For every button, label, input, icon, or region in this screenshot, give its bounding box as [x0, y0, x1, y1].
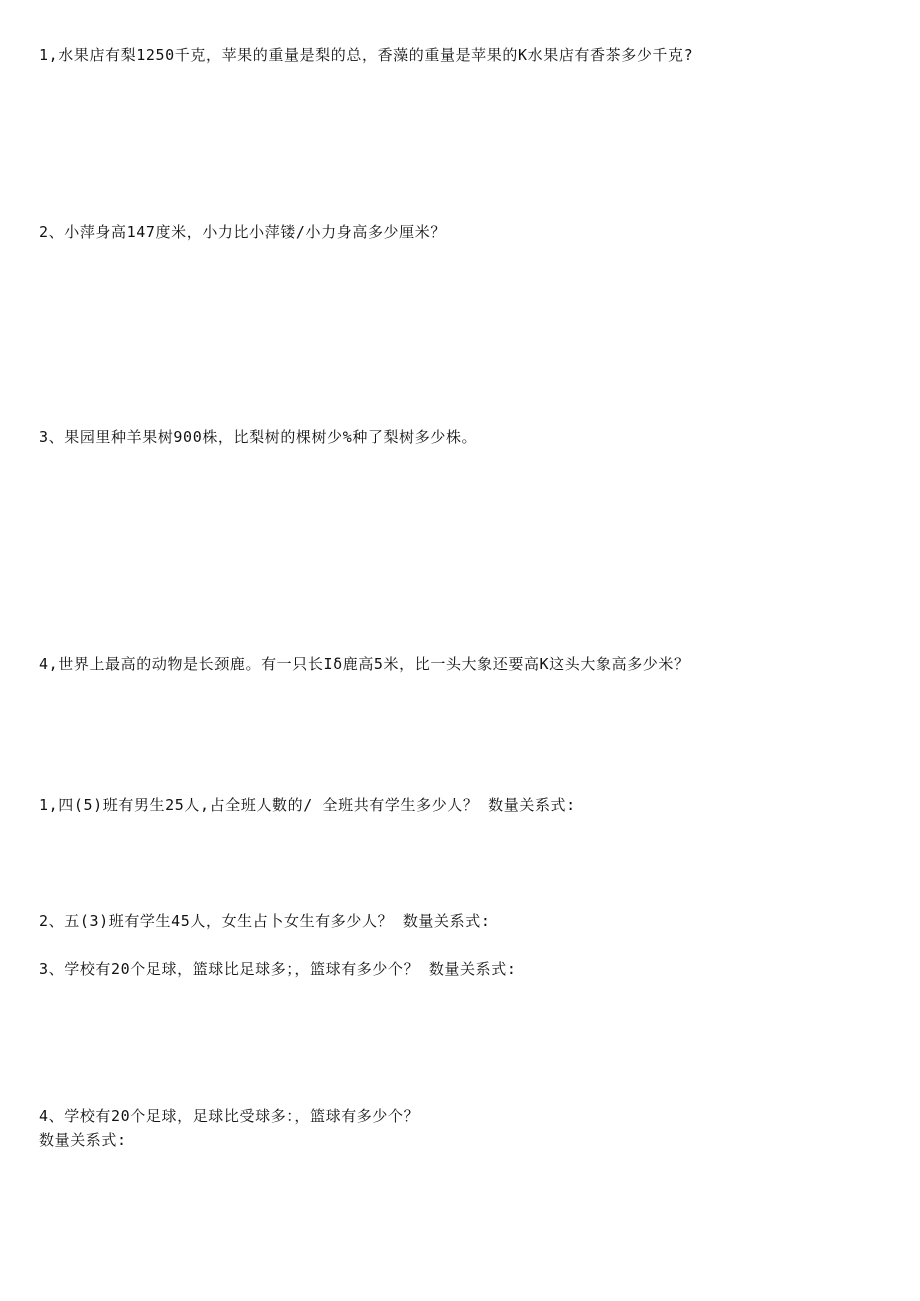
- question-2: 2、小萍身高147度米，小力比小萍镂/小力身高多少厘米？: [39, 223, 446, 241]
- practice-question-3: 3、学校有20个足球，篮球比足球多；，篮球有多少个？ 数量关系式:: [39, 960, 517, 978]
- practice-question-4: 4、学校有20个足球，足球比受球多：，篮球有多少个？: [39, 1107, 420, 1125]
- practice-question-1: 1,四(5)班有男生25人,占全班人數的/ 全班共有学生多少人？ 数量关系式:: [39, 796, 576, 814]
- question-4: 4,世界上最高的动物是长颈鹿。有一只长Iδ鹿高5米，比一头大象还要高K这头大象高多少米？: [39, 655, 690, 673]
- question-1: 1,水果店有梨1250千克，苹果的重量是梨的总，香藻的重量是苹果的K水果店有香茶多少千克?: [39, 46, 694, 64]
- quantity-relation-label: 数量关系式:: [39, 1131, 127, 1149]
- practice-question-2: 2、五(3)班有学生45人，女生占卜女生有多少人？ 数量关系式:: [39, 912, 491, 930]
- question-3: 3、果园里种羊果树900株，比梨树的棵树少%种了梨树多少株。: [39, 428, 478, 446]
